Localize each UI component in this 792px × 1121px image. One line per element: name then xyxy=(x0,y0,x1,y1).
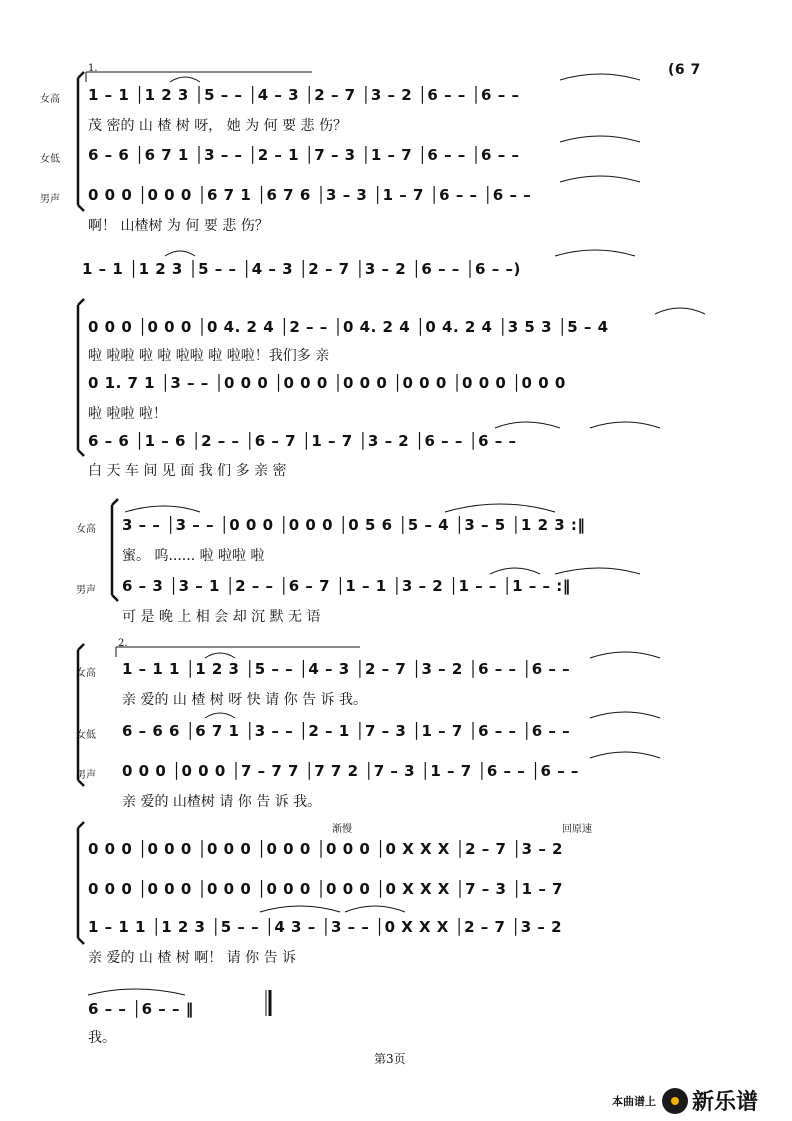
notation-row: 6 – 6 6 │6 7 1 │3 – – │2 – 1 │7 – 3 │1 – 7 │6 – – │6 – – xyxy=(122,722,571,740)
lyrics-row: 啊！ 山楂树 为 何 要 悲 伤？ xyxy=(88,218,269,234)
tempo-mark-ritard: 渐慢 xyxy=(332,824,352,835)
notation-row: 1 – 1 │1 2 3 │5 – – │4 – 3 │2 – 7 │3 – 2 │6 – – │6 – –) xyxy=(82,260,521,278)
lyrics-row: 蜜。 呜...... 啦 啦啦 啦 xyxy=(122,548,265,564)
lyrics-row: 亲 爱的 山楂树 请 你 告 诉 我。 xyxy=(122,794,322,810)
part-label: 女低 xyxy=(76,730,96,741)
footer-prefix: 本曲谱上 xyxy=(612,1094,656,1108)
notation-row: 0 0 0 │0 0 0 │0 0 0 │0 0 0 │0 0 0 │0 X X X │7 – 3 │1 – 7 xyxy=(88,880,563,898)
notation-row: 6 – 6 │6 7 1 │3 – – │2 – 1 │7 – 3 │1 – 7 │6 – – │6 – – xyxy=(88,146,520,164)
part-label: 男声 xyxy=(76,770,96,781)
record-icon xyxy=(662,1088,688,1114)
notation-row: 1 – 1 │1 2 3 │5 – – │4 – 3 │2 – 7 │3 – 2 │6 – – │6 – – xyxy=(88,86,520,104)
lyrics-row: 茂 密的 山 楂 树 呀， 她 为 何 要 悲 伤？ xyxy=(88,118,347,134)
notation-row: 6 – – │6 – – ‖ xyxy=(88,1000,194,1018)
page-number: 第3页 xyxy=(374,1052,406,1066)
notation-row: 1 – 1 1 │1 2 3 │5 – – │4 3 – │3 – – │0 X X X │2 – 7 │3 – 2 xyxy=(88,918,563,936)
lyrics-row: 我。 xyxy=(88,1030,116,1046)
part-label: 男声 xyxy=(76,585,96,596)
notation-row: 3 – – │3 – – │0 0 0 │0 0 0 │0 5 6 │5 – 4 │3 – 5 │1 2 3 :‖ xyxy=(122,516,586,534)
brand-name: 新乐谱 xyxy=(692,1090,759,1115)
notation-row: 0 0 0 │0 0 0 │0 0 0 │0 0 0 │0 0 0 │0 X X X │2 – 7 │3 – 2 xyxy=(88,840,563,858)
notation-row: 6 – 3 │3 – 1 │2 – – │6 – 7 │1 – 1 │3 – 2 │1 – – │1 – – :‖ xyxy=(122,577,571,595)
lyrics-row: 啦 啦啦 啦 啦 啦啦 啦 啦啦！我们多 亲 xyxy=(88,348,330,364)
lyrics-row: 啦 啦啦 啦！ xyxy=(88,406,167,422)
tempo-mark-a-tempo: 回原速 xyxy=(562,824,592,835)
lyrics-row: 可 是 晚 上 相 会 却 沉 默 无 语 xyxy=(122,609,321,625)
lyrics-row: 亲 爱的 山 楂 树 呀 快 请 你 告 诉 我。 xyxy=(122,692,367,708)
lyrics-row: 白 天 车 间 见 面 我 们 多 亲 密 xyxy=(88,463,287,479)
part-label: 女高 xyxy=(76,524,96,535)
notation-row: 0 0 0 │0 0 0 │0 4. 2 4 │2 – – │0 4. 2 4 │0 4. 2 4 │3 5 3 │5 – 4 xyxy=(88,318,609,336)
footer-logo[interactable] xyxy=(612,1085,758,1116)
lyrics-row: 亲 爱的 山 楂 树 啊！ 请 你 告 诉 xyxy=(88,950,297,966)
intro-mark: (6 7 xyxy=(668,62,701,78)
part-label: 女低 xyxy=(40,154,60,165)
notation-row: 0 0 0 │0 0 0 │7 – 7 7 │7 7 2 │7 – 3 │1 – 7 │6 – – │6 – – xyxy=(122,762,579,780)
notation-row: 1 – 1 1 │1 2 3 │5 – – │4 – 3 │2 – 7 │3 – 2 │6 – – │6 – – xyxy=(122,660,571,678)
notation-row: 6 – 6 │1 – 6 │2 – – │6 – 7 │1 – 7 │3 – 2 │6 – – │6 – – xyxy=(88,432,517,450)
part-label: 女高 xyxy=(40,94,60,105)
volta-1-label: 1. xyxy=(88,63,98,74)
volta-2-label: 2. xyxy=(118,638,128,649)
part-label: 女高 xyxy=(76,668,96,679)
part-label: 男声 xyxy=(40,194,60,205)
notation-row: 0 1. 7 1 │3 – – │0 0 0 │0 0 0 │0 0 0 │0 0 0 │0 0 0 │0 0 0 xyxy=(88,374,566,392)
notation-row: 0 0 0 │0 0 0 │6 7 1 │6 7 6 │3 – 3 │1 – 7 │6 – – │6 – – xyxy=(88,186,532,204)
